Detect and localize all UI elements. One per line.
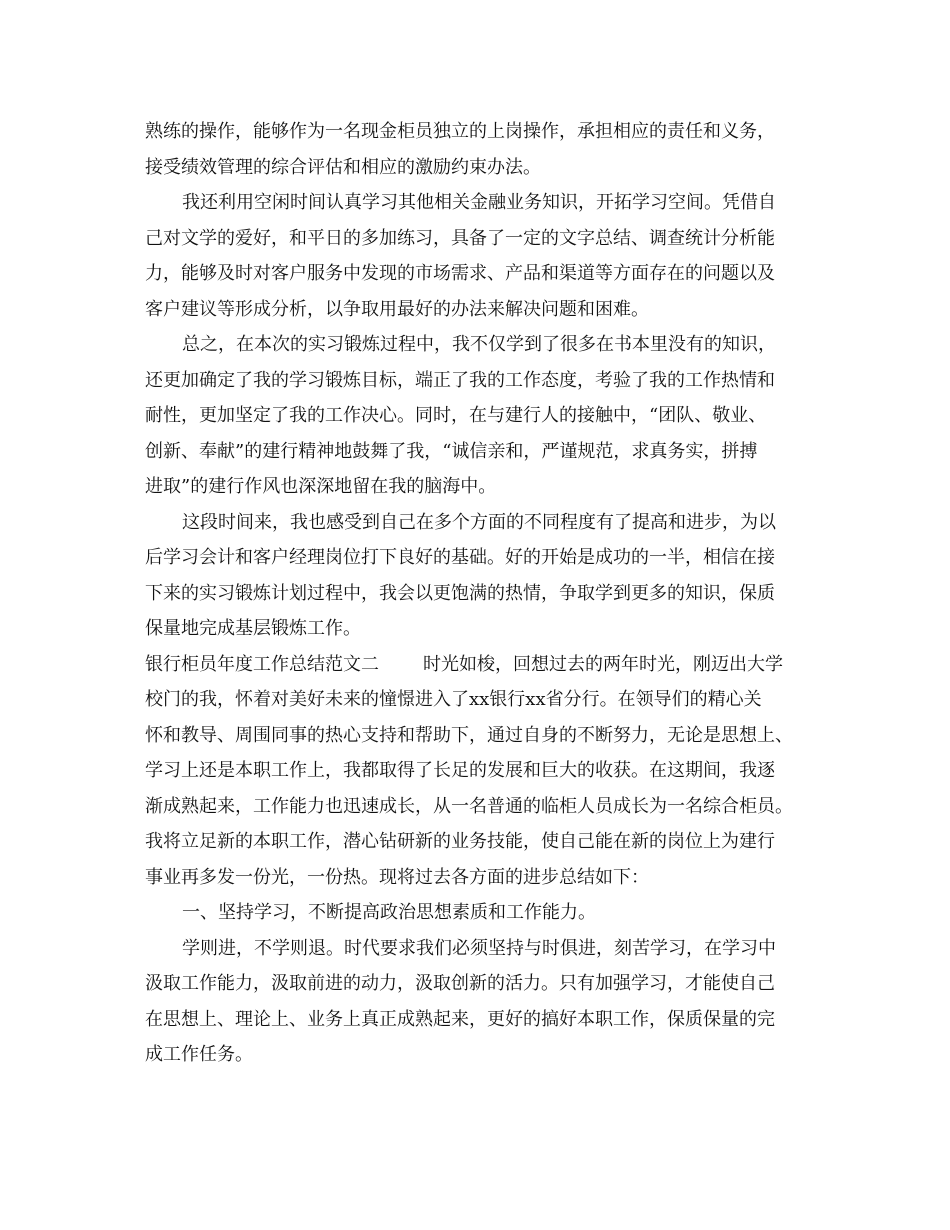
text-line: 耐性，更加坚定了我的工作决心。同时，在与建行人的接触中，“团队、敬业、	[145, 405, 767, 426]
text-line: 我还利用空闲时间认真学习其他相关金融业务知识，开拓学习空间。凭借自	[182, 192, 776, 213]
text-line: 后学习会计和客户经理岗位打下良好的基础。好的开始是成功的一半，相信在接	[145, 547, 775, 568]
text-line: 成工作任务。	[145, 1044, 253, 1065]
text-line: 熟练的操作，能够作为一名现金柜员独立的上岗操作，承担相应的责任和义务，	[145, 121, 775, 142]
document-body	[145, 114, 815, 1073]
text-line: 进取”的建行作风也深深地留在我的脑海中。	[145, 476, 497, 497]
text-line: 客户建议等形成分析，以争取用最好的办法来解决问题和困难。	[145, 298, 649, 320]
text-line: 这段时间来，我也感受到自己在多个方面的不同程度有了提高和进步，为以	[182, 511, 776, 533]
text-line: 己对文学的爱好，和平日的多加练习，具备了一定的文字总结、调查统计分析能	[145, 227, 775, 249]
text-line: 力，能够及时对客户服务中发现的市场需求、产品和渠道等方面存在的问题以及	[145, 263, 775, 284]
text-line: 总之，在本次的实习锻炼过程中，我不仅学到了很多在书本里没有的知识，	[182, 334, 776, 355]
text-line: 渐成熟起来，工作能力也迅速成长，从一名普通的临柜人员成长为一名综合柜员。	[145, 795, 793, 817]
text-line: 我将立足新的本职工作，潜心钻研新的业务技能，使自己能在新的岗位上为建行	[145, 831, 775, 852]
text-line: 还更加确定了我的学习锻炼目标，端正了我的工作态度，考验了我的工作热情和	[145, 369, 775, 391]
text-line: 在思想上、理论上、业务上真正成熟起来，更好的搞好本职工作，保质保量的完	[145, 1008, 775, 1030]
section-title: 银行柜员年度工作总结范文二	[145, 653, 379, 675]
section-heading-line	[145, 647, 815, 683]
text-line: 学则进，不学则退。时代要求我们必须坚持与时俱进，刻苦学习，在学习中	[182, 937, 776, 959]
text-line: 汲取工作能力，汲取前进的动力，汲取创新的活力。只有加强学习，才能使自己	[145, 973, 775, 994]
text-line: 下来的实习锻炼计划过程中，我会以更饱满的热情，争取学到更多的知识，保质	[145, 582, 775, 604]
text-line: 保量地完成基层锻炼工作。	[145, 618, 361, 639]
text-line: 接受绩效管理的综合评估和相应的激励约束办法。	[145, 156, 541, 178]
text-line: 事业再多发一份光，一份热。现将过去各方面的进步总结如下：	[145, 866, 649, 888]
text-line: 怀和教导、周围同事的热心支持和帮助下，通过自身的不断努力，无论是思想上、	[145, 724, 793, 746]
text-line: 学习上还是本职工作上，我都取得了长足的发展和巨大的收获。在这期间，我逐	[145, 760, 775, 781]
text-line: 校门的我，怀着对美好未来的憧憬进入了xx银行xx省分行。在领导们的精心关	[145, 689, 762, 710]
section-first-text: 时光如梭，回想过去的两年时光，刚迈出大学	[423, 653, 783, 675]
text-line: 创新、奉献”的建行精神地鼓舞了我，“诚信亲和，严谨规范，求真务实，拼搏	[145, 440, 758, 462]
text-line: 一、坚持学习，不断提高政治思想素质和工作能力。	[182, 902, 596, 923]
